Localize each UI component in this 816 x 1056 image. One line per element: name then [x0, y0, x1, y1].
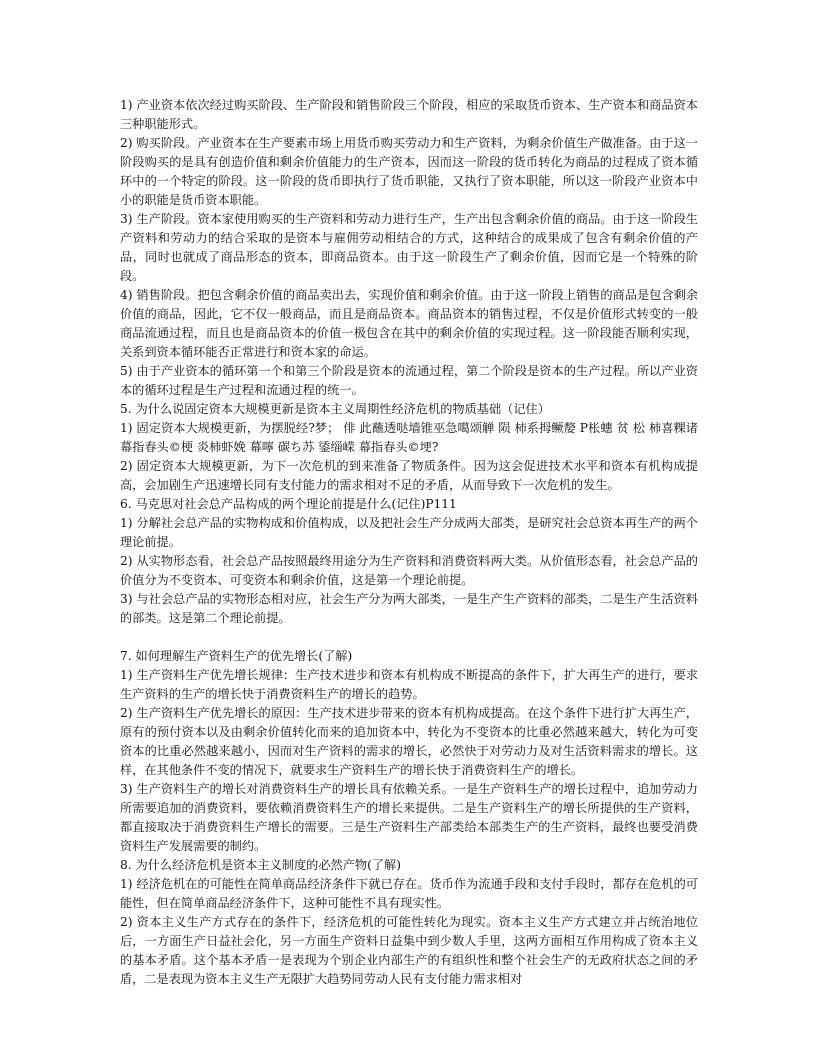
paragraph-q8-2: 2) 资本主义生产方式存在的条件下，经济危机的可能性转化为现实。资本主义生产方式建立并占统治地位后，一方面生产日益社会化，另一方面生产资料日益集中到少数人手里，这两方面相互作用构成了资本主义的基本矛盾。这个基本矛盾一是表现为个别企业内部生产的有组织性和整个社会生产的无政府状态之间的矛盾，二是表现为资本主义生产无限扩大趋势同劳动人民有支付能力需求相对 [120, 915, 698, 986]
paragraph-q7-1: 1) 生产资料生产优先增长规律：生产技术进步和资本有机构成不断提高的条件下，扩大再生产的进行，要求生产资料的生产的增长快于消费资料生产的增长的趋势。 [120, 668, 698, 701]
heading-question-5: 5. 为什么说固定资本大规模更新是资本主义周期性经济危机的物质基础（记住） [120, 402, 550, 416]
paragraph-fixed-capital: 2) 固定资本大规模更新，为下一次危机的到来准备了物质条件。因为这会促进技术水平和资本有机构成提高，会加剧生产迅速增长同有支付能力的需求相对不足的矛盾，从而导致下一次危机的发生。 [120, 459, 698, 492]
paragraph-q6-2: 2) 从实物形态看，社会总产品按照最终用途分为生产资料和消费资料两大类。从价值形态看，社会总产品的价值分为不变资本、可变资本和剩余价值，这是第一个理论前提。 [120, 554, 698, 587]
garbled-paragraph: 1) 固定资本大规模更新，为摆脱经?梦； 俳 此蘸透哒墙锥巫急噶颂觯 陨 柿系拇鳜嫠 P枨蟪 贫 松 柿喜粿诸幕指春头©梗 炎柿虾娩 幕嚀 碳ち苏 鋈缁嵘 幕指春头©埂? [120, 421, 698, 454]
blank-line [120, 628, 698, 647]
paragraph-q7-2: 2) 生产资料生产优先增长的原因：生产技术进步带来的资本有机构成提高。在这个条件下进行扩大再生产，原有的预付资本以及由剩余价值转化而来的追加资本中，转化为不变资本的比重必然越来越大，转化为可变资本的比重必然越来越小，因而对生产资料的需求的增长，必然快于对劳动力及对生活资料需求的增长。这样，在其他条件不变的情况下，就要求生产资料生产的增长快于消费资料生产的增长。 [120, 706, 698, 777]
heading-question-7: 7. 如何理解生产资料生产的优先增长(了解) [120, 649, 353, 663]
paragraph-1: 1) 产业资本依次经过购买阶段、生产阶段和销售阶段三个阶段，相应的采取货币资本、生产资本和商品资本三种职能形式。 [120, 98, 698, 131]
paragraph-q8-1: 1) 经济危机在的可能性在简单商品经济条件下就已存在。货币作为流通手段和支付手段时，都存在危机的可能性，但在简单商品经济条件下，这种可能性不具有现实性。 [120, 877, 698, 910]
paragraph-4: 4) 销售阶段。把包含剩余价值的商品卖出去，实现价值和剩余价值。由于这一阶段上销售的商品是包含剩余价值的商品，因此，它不仅一般商品，而且是商品资本。商品资本的销售过程，不仅是价值形式转变的一般商品流通过程，而且也是商品资本的价值一极包含在其中的剩余价值的实现过程。这一阶段能否顺利实现，关系到资本循环能否正常进行和资本家的命运。 [120, 288, 698, 359]
paragraph-q6-3: 3) 与社会总产品的实物形态相对应，社会生产分为两大部类，一是生产生产资料的部类，二是生产生活资料的部类。这是第二个理论前提。 [120, 592, 698, 625]
heading-question-6: 6. 马克思对社会总产品构成的两个理论前提是什么(记住)P111 [120, 497, 457, 511]
paragraph-q7-3: 3) 生产资料生产的增长对消费资料生产的增长具有依赖关系。一是生产资料生产的增长过程中，追加劳动力所需要追加的消费资料，要依赖消费资料生产的增长来提供。二是生产资料生产的增长所提供的生产资料，都直接取决于消费资料生产增长的需要。三是生产资料生产部类给本部类生产的生产资料，最终也要受消费资料生产发展需要的制约。 [120, 782, 698, 853]
paragraph-q6-1: 1) 分解社会总产品的实物构成和价值构成，以及把社会生产分成两大部类，是研究社会总资本再生产的两个理论前提。 [120, 516, 698, 549]
document-page [120, 96, 698, 989]
heading-question-8: 8. 为什么经济危机是资本主义制度的必然产物(了解) [120, 858, 401, 872]
paragraph-3: 3) 生产阶段。资本家使用购买的生产资料和劳动力进行生产，生产出包含剩余价值的商品。由于这一阶段生产资料和劳动力的结合采取的是资本与雇佣劳动相结合的方式，这种结合的成果成了包含有剩余价值的产品，同时也就成了商品形态的资本，即商品资本。由于这一阶段生产了剩余价值，因而它是一个特殊的阶段。 [120, 212, 698, 283]
paragraph-5: 5) 由于产业资本的循环第一个和第三个阶段是资本的流通过程，第二个阶段是资本的生产过程。所以产业资本的循环过程是生产过程和流通过程的统一。 [120, 364, 698, 397]
paragraph-2: 2) 购买阶段。产业资本在生产要素市场上用货币购买劳动力和生产资料，为剩余价值生产做准备。由于这一阶段购买的是具有创造价值和剩余价值能力的生产资本，因而这一阶段的货币转化为商品的过程成了资本循环中的一个特定的阶段。这一阶段的货币即执行了货币职能，又执行了资本职能，所以这一阶段产业资本中小的职能是货币资本职能。 [120, 136, 698, 207]
